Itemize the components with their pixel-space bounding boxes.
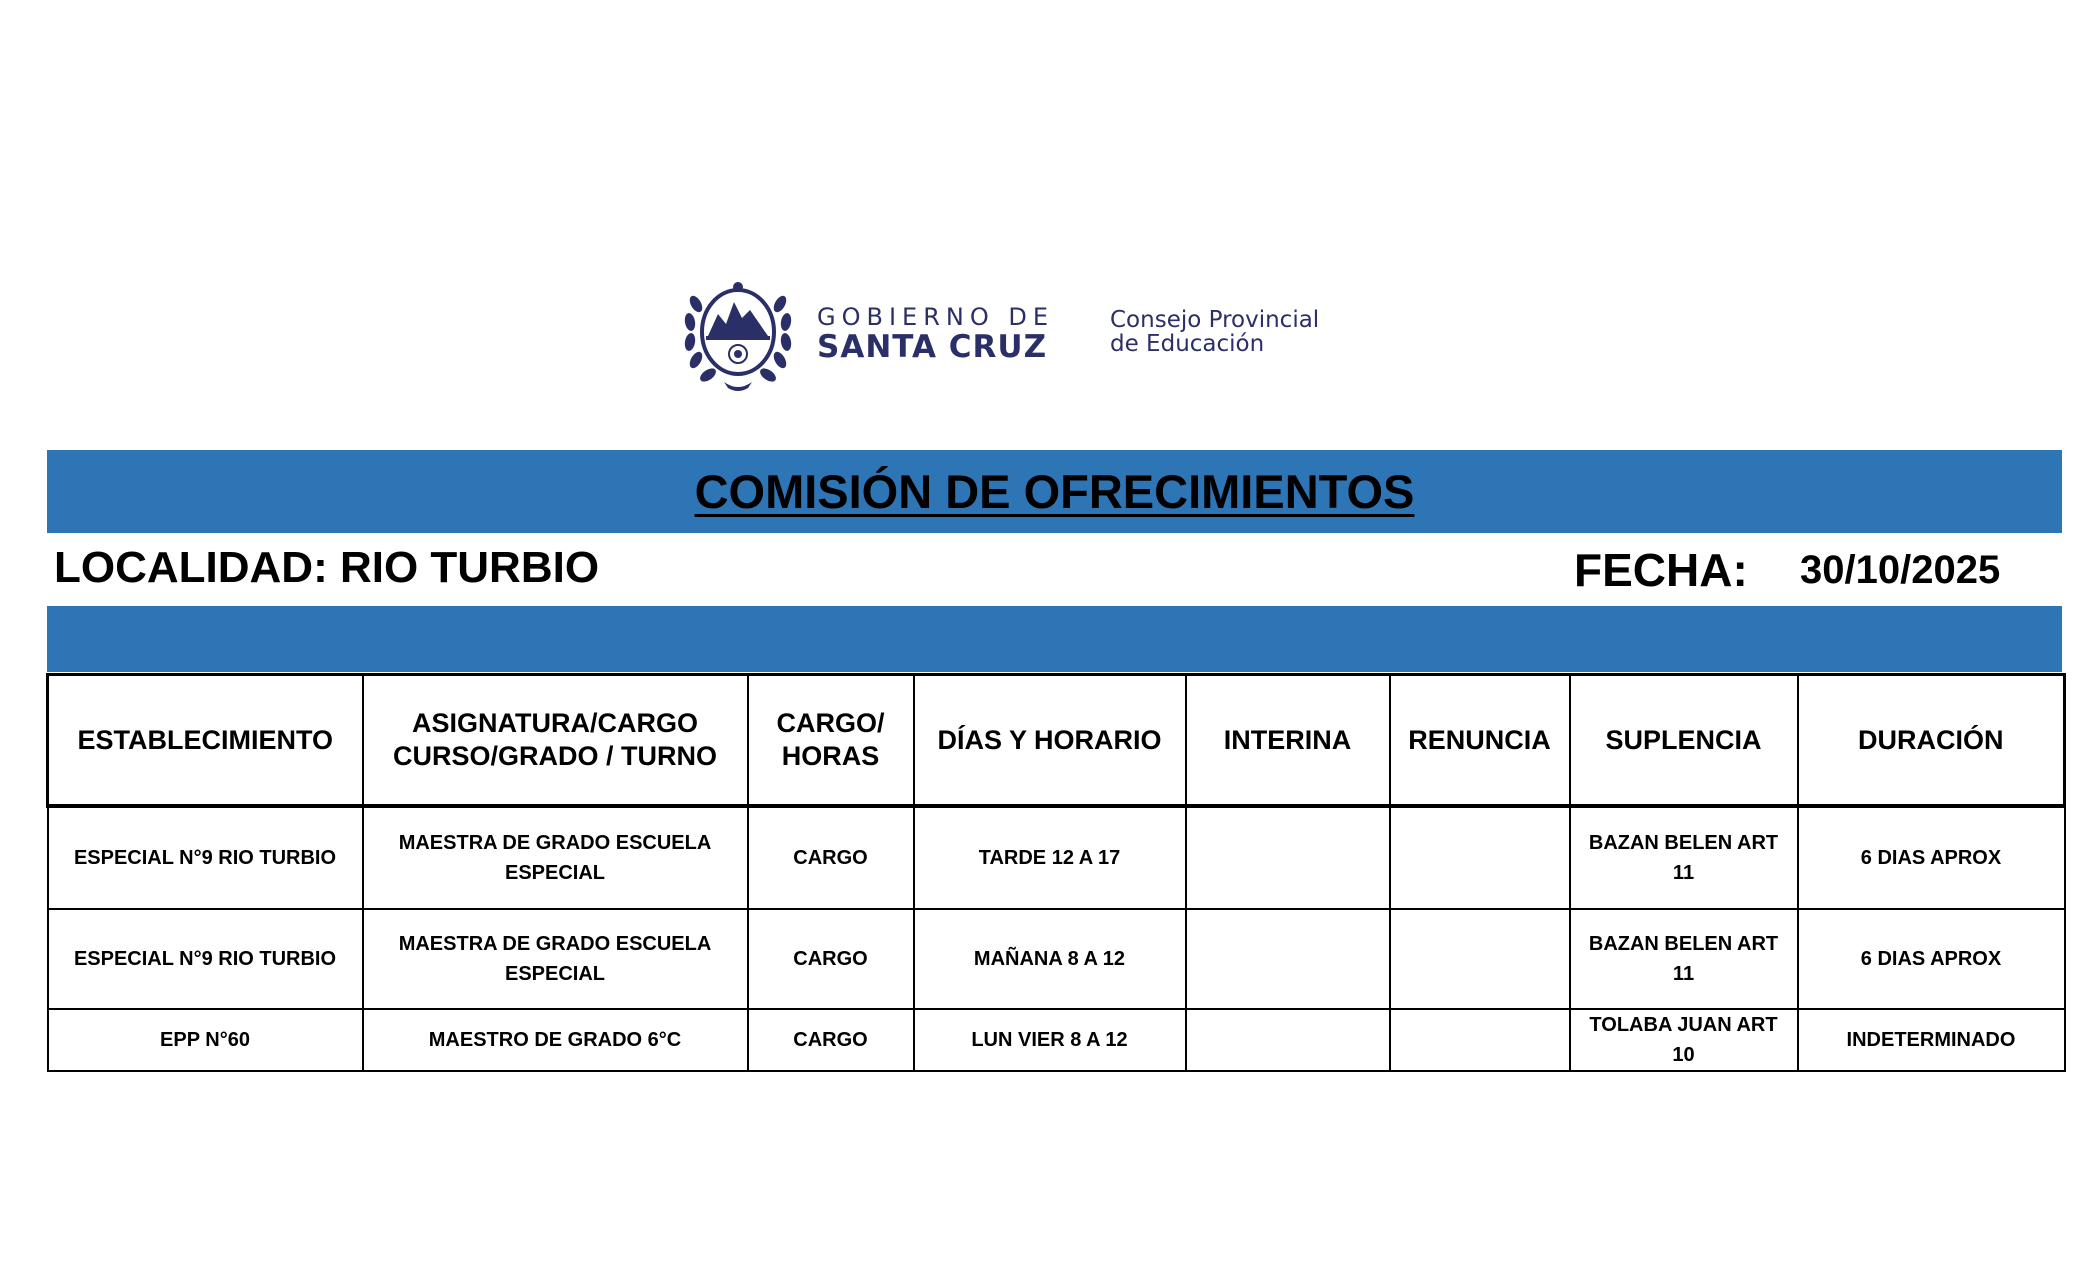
gobierno-de-text: GOBIERNO DE: [817, 303, 1054, 331]
header-asignatura: ASIGNATURA/CARGO CURSO/GRADO / TURNO: [363, 675, 748, 807]
consejo-provincial-logo: [1110, 308, 1319, 356]
ofrecimientos-table: [46, 673, 2066, 1072]
cell-asignatura: MAESTRA DE GRADO ESCUELA ESPECIAL: [363, 909, 748, 1009]
table-header-row: [48, 675, 2065, 807]
fecha-label: FECHA:: [1574, 544, 1748, 596]
header-establecimiento: ESTABLECIMIENTO: [48, 675, 363, 807]
santa-cruz-text: SANTA CRUZ: [817, 329, 1048, 365]
cell-interina: [1186, 909, 1390, 1009]
blue-band: [47, 606, 2062, 672]
localidad-label: LOCALIDAD: RIO TURBIO: [54, 543, 600, 592]
header-dias-horario: DÍAS Y HORARIO: [914, 675, 1186, 807]
consejo-line1: Consejo Provincial: [1110, 307, 1320, 333]
cell-suplencia: TOLABA JUAN ART 10: [1570, 1009, 1798, 1071]
cell-dias-horario: LUN VIER 8 A 12: [914, 1009, 1186, 1071]
provincial-seal-icon: [684, 274, 792, 392]
cell-renuncia: [1390, 1009, 1570, 1071]
header-logos: [684, 274, 1344, 392]
table-row: [48, 909, 2065, 1009]
cell-renuncia: [1390, 909, 1570, 1009]
cell-duracion: INDETERMINADO: [1798, 1009, 2065, 1071]
page-title: COMISIÓN DE OFRECIMIENTOS: [694, 465, 1415, 518]
header-renuncia: RENUNCIA: [1390, 675, 1570, 807]
header-cargo-horas: CARGO/ HORAS: [748, 675, 914, 807]
cell-interina: [1186, 1009, 1390, 1071]
cell-duracion: 6 DIAS APROX: [1798, 909, 2065, 1009]
cell-suplencia: BAZAN BELEN ART 11: [1570, 806, 1798, 909]
consejo-line2: de Educación: [1110, 331, 1265, 357]
cell-establecimiento: ESPECIAL N°9 RIO TURBIO: [48, 909, 363, 1009]
cell-asignatura: MAESTRO DE GRADO 6°C: [363, 1009, 748, 1071]
header-duracion: DURACIÓN: [1798, 675, 2065, 807]
cell-suplencia: BAZAN BELEN ART 11: [1570, 909, 1798, 1009]
cell-establecimiento: EPP N°60: [48, 1009, 363, 1071]
cell-cargo-horas: CARGO: [748, 1009, 914, 1071]
title-bar: [47, 450, 2062, 533]
cell-dias-horario: TARDE 12 A 17: [914, 806, 1186, 909]
cell-establecimiento: ESPECIAL N°9 RIO TURBIO: [48, 806, 363, 909]
header-interina: INTERINA: [1186, 675, 1390, 807]
cell-dias-horario: MAÑANA 8 A 12: [914, 909, 1186, 1009]
cell-asignatura: MAESTRA DE GRADO ESCUELA ESPECIAL: [363, 806, 748, 909]
gobierno-santa-cruz-logo: [817, 304, 1054, 364]
cell-renuncia: [1390, 806, 1570, 909]
header-suplencia: SUPLENCIA: [1570, 675, 1798, 807]
cell-cargo-horas: CARGO: [748, 909, 914, 1009]
cell-interina: [1186, 806, 1390, 909]
cell-duracion: 6 DIAS APROX: [1798, 806, 2065, 909]
table-row: [48, 1009, 2065, 1071]
fecha-value: 30/10/2025: [1800, 548, 2001, 592]
cell-cargo-horas: CARGO: [748, 806, 914, 909]
table-row: [48, 806, 2065, 909]
